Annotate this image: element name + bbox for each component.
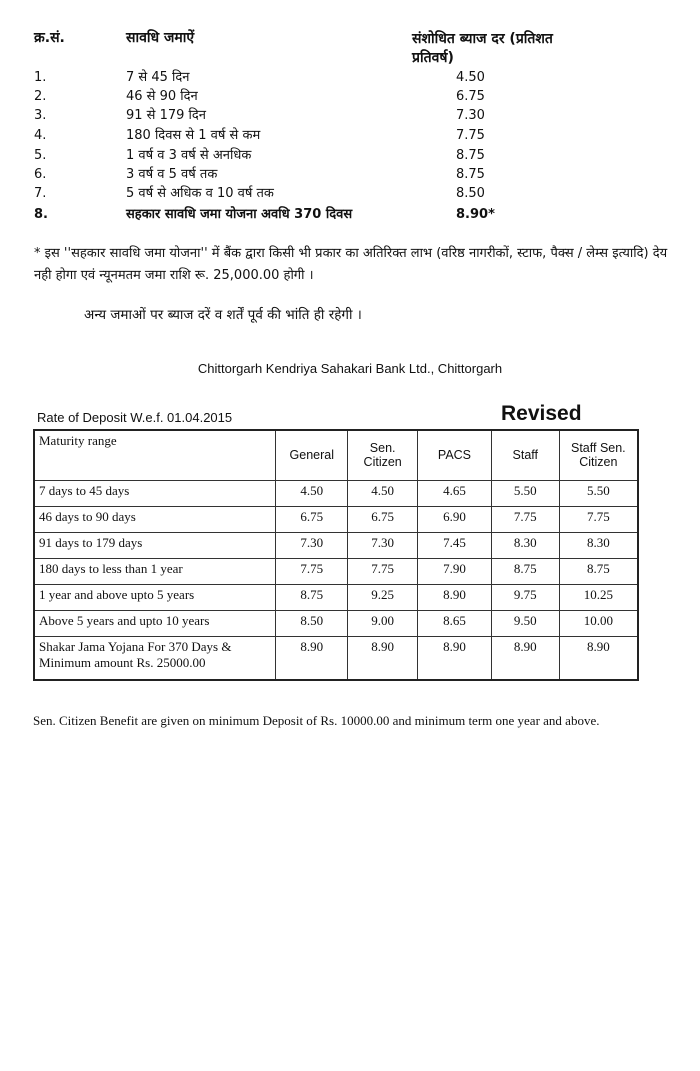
hindi-row-rate: 6.75 (456, 89, 485, 104)
header-sen-citizen: Sen. Citizen (348, 430, 418, 480)
hindi-row-sno: 5. (34, 148, 47, 163)
hindi-row-rate: 8.75 (456, 148, 485, 163)
bank-name: Chittorgarh Kendriya Sahakari Bank Ltd., Chittorgarh (197, 361, 503, 376)
hindi-note: * इस ''सहकार सावधि जमा योजना'' में बैंक द्वारा किसी भी प्रकार का अतिरिक्त लाभ (वरिष्ठ नागरीकों, स्टाफ, पैक्स / लेम्स इत्यादि) देय नही होगा एवं न्यूनमतम जमा राशि रू. 25,000.00 होगी । (34, 246, 668, 283)
table-row (34, 480, 638, 506)
hindi-row-sno: 4. (34, 128, 47, 143)
cell-maturity-range: 1 year and above upto 5 years (34, 584, 276, 610)
hindi-header-sno: क्र.सं. (34, 30, 65, 46)
cell-staff: 9.50 (491, 610, 559, 636)
header-pacs: PACS (418, 430, 492, 480)
cell-pacs: 6.90 (418, 506, 492, 532)
hindi-row-sno: 3. (34, 108, 47, 123)
hindi-row-rate: 4.50 (456, 70, 485, 85)
cell-staff-sen-citizen: 8.75 (559, 558, 638, 584)
hindi-row-sno: 7. (34, 186, 47, 201)
table-row (34, 584, 638, 610)
hindi-row-sno: 1. (34, 70, 47, 85)
cell-staff-sen-citizen: 7.75 (559, 506, 638, 532)
revised-label: Revised (501, 402, 582, 425)
table-row (34, 636, 638, 680)
cell-sen-citizen: 7.75 (348, 558, 418, 584)
hindi-row-rate: 8.50 (456, 186, 485, 201)
cell-staff: 5.50 (491, 480, 559, 506)
hindi-row-rate: 8.90* (456, 207, 495, 222)
table-row (34, 558, 638, 584)
hindi-row-term: 1 वर्ष व 3 वर्ष से अनधिक (126, 148, 252, 163)
table-row (34, 610, 638, 636)
hindi-row-sno: 6. (34, 167, 47, 182)
rate-effective-date: Rate of Deposit W.e.f. 01.04.2015 (37, 410, 233, 425)
cell-general: 4.50 (276, 480, 348, 506)
cell-sen-citizen: 7.30 (348, 532, 418, 558)
hindi-row-rate: 7.30 (456, 108, 485, 123)
cell-staff: 9.75 (491, 584, 559, 610)
cell-sen-citizen: 9.00 (348, 610, 418, 636)
cell-staff-sen-citizen: 8.90 (559, 636, 638, 680)
hindi-row-term: 91 से 179 दिन (126, 108, 207, 123)
header-staff-sen-citizen: Staff Sen. Citizen (559, 430, 638, 480)
table-row (34, 506, 638, 532)
cell-general: 8.75 (276, 584, 348, 610)
deposit-rates-table (33, 429, 639, 681)
cell-pacs: 8.90 (418, 636, 492, 680)
cell-staff-sen-citizen: 10.00 (559, 610, 638, 636)
hindi-header-rate: संशोधित ब्याज दर (प्रतिशत प्रतिवर्ष) (412, 31, 553, 66)
cell-maturity-range: 180 days to less than 1 year (34, 558, 276, 584)
table-header-row (34, 430, 638, 480)
table-row (34, 532, 638, 558)
hindi-row-term: 180 दिवस से 1 वर्ष से कम (126, 128, 261, 143)
cell-sen-citizen: 9.25 (348, 584, 418, 610)
cell-staff-sen-citizen: 10.25 (559, 584, 638, 610)
cell-general: 8.50 (276, 610, 348, 636)
hindi-header-term: सावधि जमाऐं (126, 30, 195, 46)
cell-pacs: 4.65 (418, 480, 492, 506)
cell-maturity-range: 7 days to 45 days (34, 480, 276, 506)
cell-staff: 8.90 (491, 636, 559, 680)
hindi-row-term: 5 वर्ष से अधिक व 10 वर्ष तक (126, 186, 274, 201)
cell-pacs: 7.90 (418, 558, 492, 584)
cell-pacs: 8.65 (418, 610, 492, 636)
cell-staff-sen-citizen: 8.30 (559, 532, 638, 558)
cell-general: 7.30 (276, 532, 348, 558)
hindi-row-term: 3 वर्ष व 5 वर्ष तक (126, 167, 218, 182)
hindi-row-rate: 8.75 (456, 167, 485, 182)
hindi-note-conditions: अन्य जमाओं पर ब्याज दरें व शर्तें पूर्व की भांति ही रहेगी । (84, 307, 362, 323)
senior-citizen-footnote: Sen. Citizen Benefit are given on minimum Deposit of Rs. 10000.00 and minimum term one year and above. (33, 713, 600, 728)
cell-staff: 8.30 (491, 532, 559, 558)
hindi-row-term: 46 से 90 दिन (126, 89, 198, 104)
hindi-row-term: 7 से 45 दिन (126, 70, 190, 85)
cell-general: 7.75 (276, 558, 348, 584)
cell-general: 6.75 (276, 506, 348, 532)
cell-staff-sen-citizen: 5.50 (559, 480, 638, 506)
hindi-row-term: सहकार सावधि जमा योजना अवधि 370 दिवस (126, 207, 353, 222)
cell-sen-citizen: 8.90 (348, 636, 418, 680)
cell-staff: 7.75 (491, 506, 559, 532)
header-maturity-range: Maturity range (34, 430, 276, 480)
cell-maturity-range: 46 days to 90 days (34, 506, 276, 532)
hindi-row-sno: 2. (34, 89, 47, 104)
cell-sen-citizen: 6.75 (348, 506, 418, 532)
hindi-row-rate: 7.75 (456, 128, 485, 143)
cell-pacs: 8.90 (418, 584, 492, 610)
cell-pacs: 7.45 (418, 532, 492, 558)
cell-general: 8.90 (276, 636, 348, 680)
cell-maturity-range: Above 5 years and upto 10 years (34, 610, 276, 636)
header-general: General (276, 430, 348, 480)
cell-maturity-range: Shakar Jama Yojana For 370 Days & Minimum amount Rs. 25000.00 (34, 636, 276, 680)
cell-maturity-range: 91 days to 179 days (34, 532, 276, 558)
hindi-row-sno: 8. (34, 207, 48, 222)
cell-staff: 8.75 (491, 558, 559, 584)
cell-sen-citizen: 4.50 (348, 480, 418, 506)
header-staff: Staff (491, 430, 559, 480)
